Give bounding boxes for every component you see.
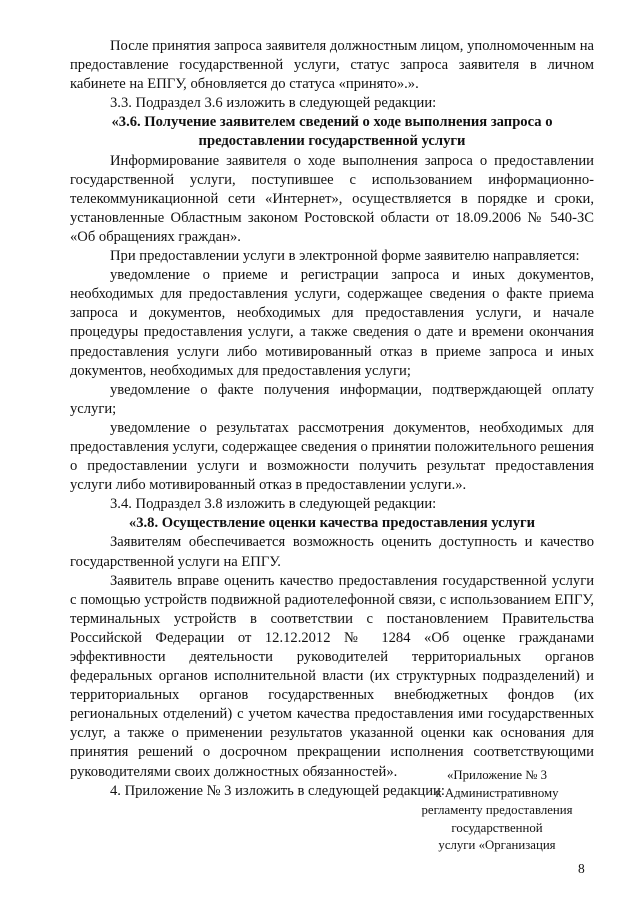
appendix-line: государственной <box>451 820 543 835</box>
paragraph-electronic-form: При предоставлении услуги в электронной форме заявителю направляется: <box>110 248 580 265</box>
paragraph-amend-3-6: 3.3. Подраздел 3.6 изложить в следующей редакции: <box>110 95 437 112</box>
section-heading-3-6: «3.6. Получение заявителем сведений о ходе выполнения запроса о предоставлении государственной услуги <box>111 114 553 150</box>
page-number: 8 <box>578 861 585 876</box>
paragraph-notification-results: уведомление о результатах рассмотрения документов, необходимых для предоставления услуги, содержащее сведения о принятии положительного решения о предоставлении услуги и возможности получить результат предоставления услуги либо мотивированный отказ в предоставлении услуги.». <box>70 419 594 494</box>
appendix-line: услуги «Организация <box>438 838 556 852</box>
appendix-line: «Приложение № 3 <box>446 768 548 782</box>
appendix-header <box>402 767 592 855</box>
paragraph-amend-appendix: 4. Приложение № 3 изложить в следующей редакции: <box>110 782 445 799</box>
paragraph-amend-3-8: 3.4. Подраздел 3.8 изложить в следующей редакции: <box>110 496 437 513</box>
section-heading-3-8: «3.8. Осуществление оценки качества предоставления услуги <box>128 515 536 532</box>
paragraph-notification-payment: уведомление о факте получения информации, подтверждающей оплату услуги; <box>70 381 594 417</box>
paragraph-quality-possibility: Заявителям обеспечивается возможность оценить доступность и качество государственной услуги на ЕПГУ. <box>70 534 594 570</box>
document-body <box>70 37 594 801</box>
paragraph-informing: Информирование заявителя о ходе выполнения запроса о предоставлении государственной услуги, поступившее с использованием информационно-телекоммуникационной сети «Интернет», осуществляется в порядке и сроки, установленные Областным законом Ростовской области от 18.09.2006 № 540-ЗС «Об обращениях граждан». <box>70 152 594 245</box>
appendix-line: к Административному <box>435 785 559 800</box>
appendix-line: регламенту предоставления <box>421 803 573 817</box>
paragraph-status-update: После принятия запроса заявителя должностным лицом, уполномоченным на предоставление государственной услуги, статус запроса заявителя в личном кабинете на ЕПГУ, обновляется до статуса «принято».». <box>70 38 594 93</box>
paragraph-notification-receipt: уведомление о приеме и регистрации запроса и иных документов, необходимых для предоставления услуги, содержащее сведения о факте приема запроса и документов, необходимых для предоставления услуги, и начале процедуры предоставления услуги, а также сведения о дате и времени окончания предоставления услуги либо мотивированный отказ в приеме запроса и иных документов, необходимых для предоставления услуги; <box>70 267 594 379</box>
paragraph-quality-rating: Заявитель вправе оценить качество предоставления государственной услуги с помощью устройств подвижной радиотелефонной связи, с использованием ЕПГУ, терминальных устройств в соответствии с постановлением Правительства Российской Федерации от 12.12.2012 № 1284 «Об оценке гражданами эффективности деятельности руководителей территориальных органов федеральных органов исполнительной власти (их структурных подразделений) и территориальных органов государственных внебюджетных фондов (их региональных отделений) с учетом качества предоставления ими государственных услуг, а также о применении результатов указанной оценки как основания для принятия решений о досрочном прекращении исполнения соответствующими руководителями своих должностных обязанностей». <box>70 572 594 780</box>
